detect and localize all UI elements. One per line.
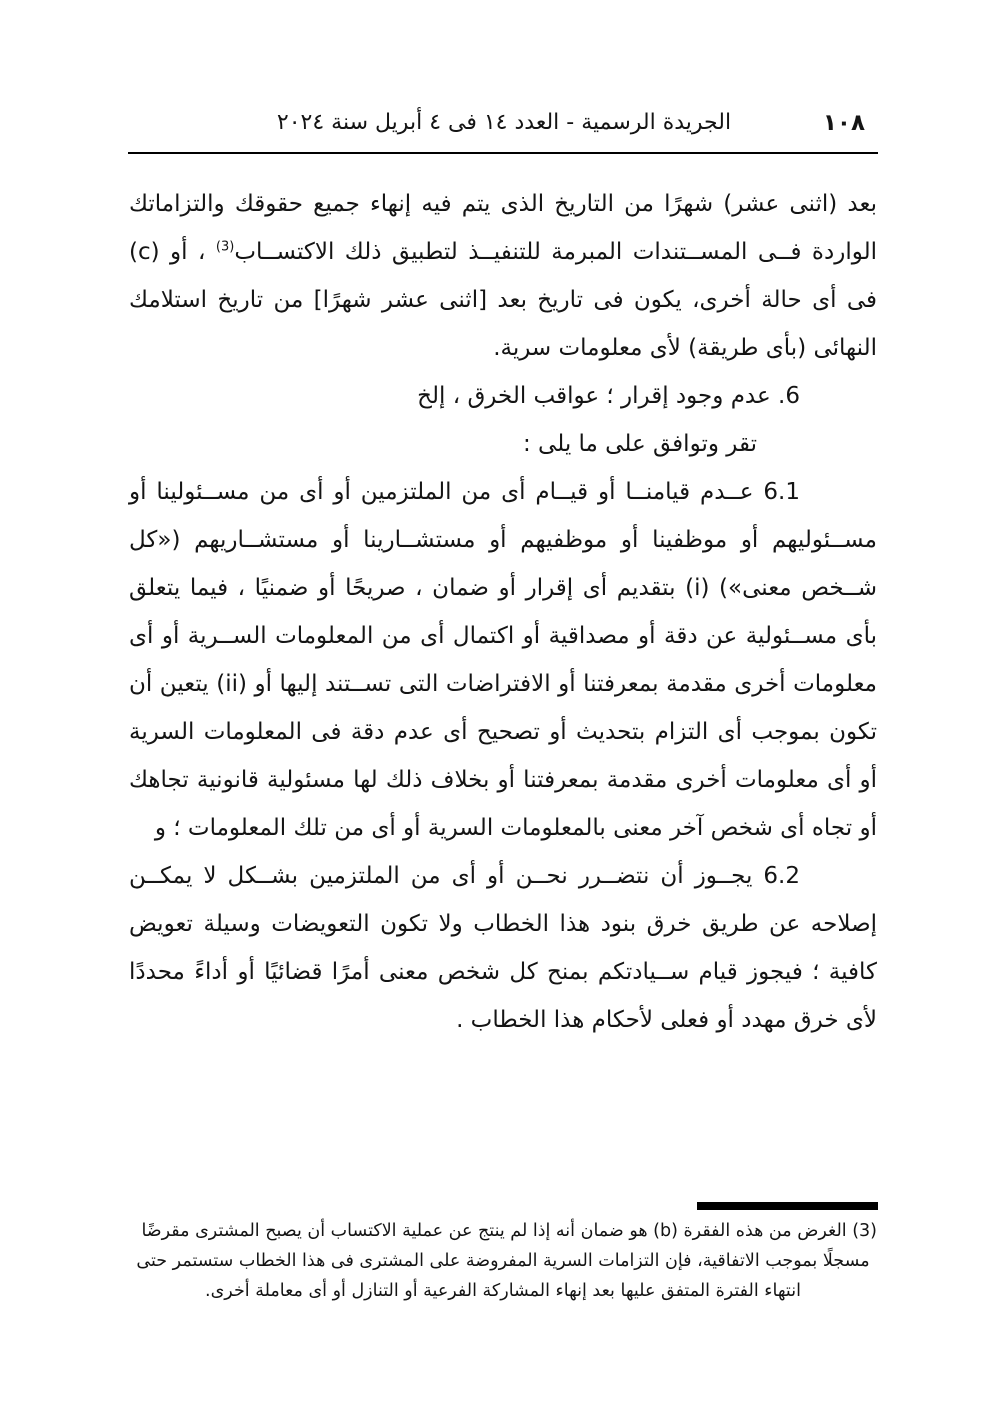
paragraph-text-after-note: ، أو (c) فى أى حالة أخرى، يكون فى تاريخ بعد [اثنى عشر شهرًا] من تاريخ استلامك النهائى (بأى طريقة) لأى معلومات سرية. <box>129 239 877 361</box>
header-rule <box>128 152 878 154</box>
intro-line: تقر وتوافق على ما يلى : <box>522 431 757 457</box>
footnote-separator <box>697 1202 878 1210</box>
footnote-section <box>129 1216 877 1306</box>
page-number: ١٠٨ <box>822 110 865 136</box>
page-header <box>129 110 877 146</box>
footnote-reference-marker: (3) <box>215 239 235 255</box>
footnote-line-2: مسجلًا بموجب الاتفاقية، فإن التزامات السرية المفروضة على المشترى فى هذا الخطاب ستستمر حتى <box>136 1251 870 1271</box>
footnote-line-1: (3) الغرض من هذه الفقرة (b) هو ضمان أنه إذا لم ينتج عن عملية الاكتساب أن يصبح المشترى مقرضًا <box>141 1221 877 1241</box>
paragraph-text-before-note: بعد (اثنى عشر) شهرًا من التاريخ الذى يتم فيه إنهاء جميع حقوقك والتزاماتك الواردة فــى المســتندات المبرمة للتنفيــذ لتطبيق ذلك الاكتســاب <box>129 191 877 265</box>
clause-6-1: 6.1 عــدم قيامنــا أو قيــام أى من الملتزمين أو أى من مســئولينا أو مســئوليهم أو موظفينا أو موظفيهم أو مستشــارينا أو مستشــاريهم («كل شــخص معنى») (i) بتقديم أى إقرار أو ضمان ، صريحًا أو ضمنيًا ، فيما يتعلق بأى مســئولية عن دقة أو مصداقية أو اكتمال أى من المعلومات الســرية أو أى معلومات أخرى مقدمة بمعرفتنا أو الافتراضات التى تســتند إليها أو (ii) يتعين أن تكون بموجب أى التزام بتحديث أو تصحيح أى عدم دقة فى المعلومات السرية أو أى معلومات أخرى مقدمة بمعرفتنا أو بخلاف ذلك لها مسئولية قانونية تجاهك أو تجاه أى شخص آخر معنى بالمعلومات السرية أو أى من تلك المعلومات ؛ و <box>129 479 877 841</box>
header-title: الجريدة الرسمية - العدد ١٤ فى ٤ أبريل سنة ٢٠٢٤ <box>276 110 732 135</box>
paragraph-termination-clause <box>129 180 877 372</box>
footnote-line-3: انتهاء الفترة المتفق عليها بعد إنهاء المشاركة الفرعية أو التنازل أو أى معاملة أخرى. <box>205 1281 801 1301</box>
clause-6-2: 6.2 يجــوز أن نتضــرر نحــن أو أى من الملتزمين بشــكل لا يمكــن إصلاحه عن طريق خرق بنود هذا الخطاب ولا تكون التعويضات وسيلة تعويض كافية ؛ فيجوز قيام ســيادتكم بمنح كل شخص معنى أمرًا قضائيًا أو أداءً محددًا لأى خرق مهدد أو فعلى لأحكام هذا الخطاب . <box>129 863 877 1033</box>
section-heading-6: 6. عدم وجود إقرار ؛ عواقب الخرق ، إلخ <box>417 383 800 409</box>
document-body <box>129 180 877 1044</box>
